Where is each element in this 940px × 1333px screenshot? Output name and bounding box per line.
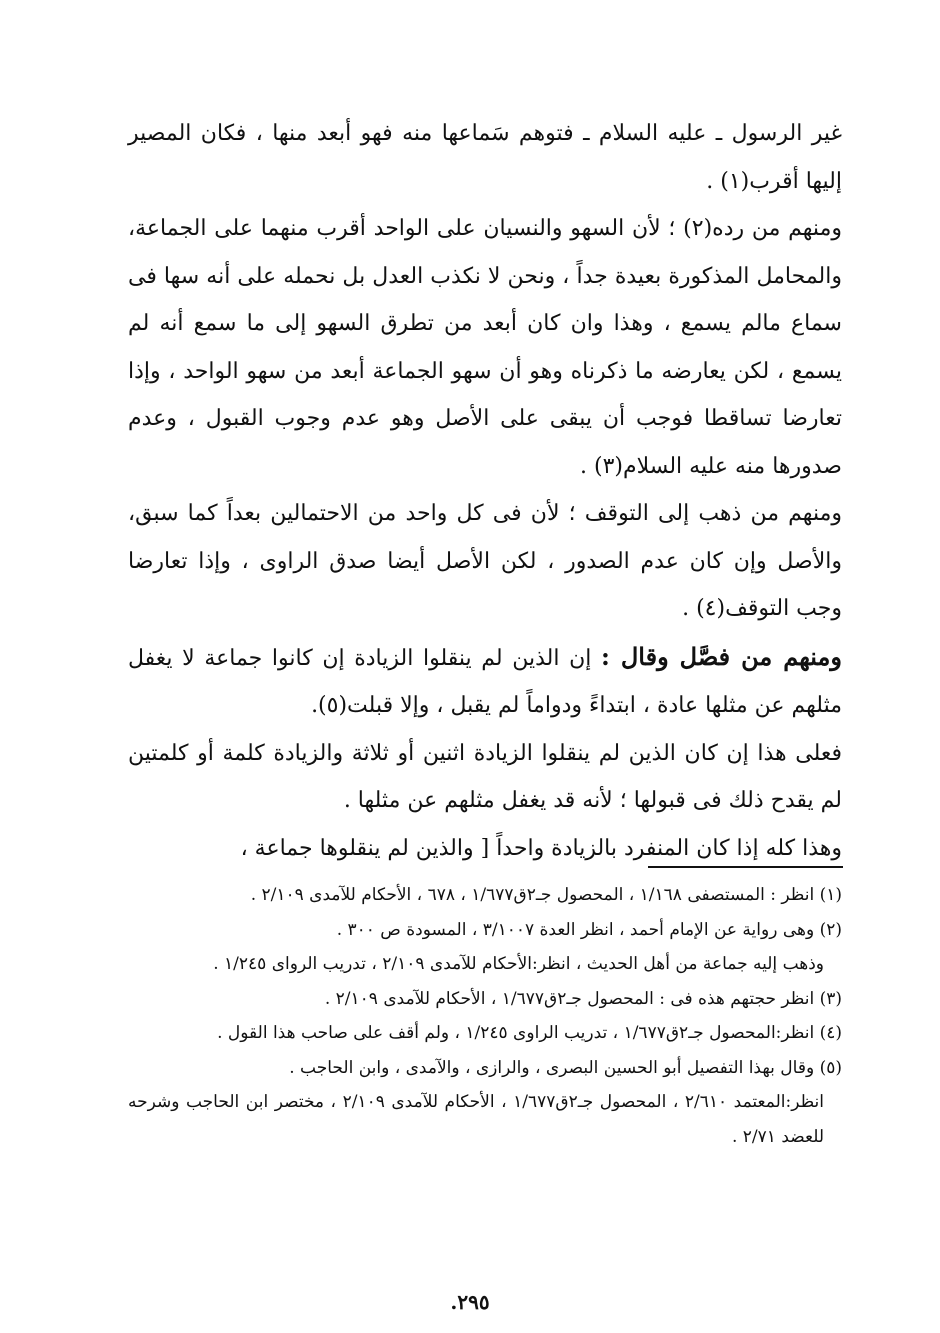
paragraph-5: فعلى هذا إن كان الذين لم ينقلوا الزيادة اثنين أو ثلاثة والزيادة كلمة أو كلمتين لم يقدح ذلك فى قبولها ؛ لأنه قد يغفل مثلهم عن مثلها . — [128, 740, 842, 813]
page-number: ٢٩٥. — [450, 1290, 490, 1314]
paragraph-2: ومنهم من رده(٢) ؛ لأن السهو والنسيان على الواحد أقرب منهما على الجماعة، والمحامل المذكورة بعيدة جداً ، ونحن لا نكذب العدل بل نحمله على أنه سها فى سماع مالم يسمع ، وهذا وان كان أبعد من تطرق السهو إلى ما سمع أنه لم يسمع ، لكن يعارضه ما ذكرناه وهو أن سهو الجماعة أبعد من سهو الواحد ، وإذا تعارضا تساقطا فوجب أن يبقى على الأصل وهو عدم وجوب القبول ، وعدم صدورها منه عليه السلام(٣) . — [128, 216, 842, 479]
footnote-1: (١) انظر : المستصفى ١/١٦٨ ، المحصول جـ٢ق١/٦٧٧ ، ٦٧٨ ، الأحكام للآمدى ٢/١٠٩ . — [250, 885, 842, 905]
footnote-3: (٣) انظر حجتهم هذه فى : المحصول جـ٢ق١/٦٧٧ ، الأحكام للآمدى ٢/١٠٩ . — [324, 988, 842, 1009]
footnote-5-continuation: انظر:المعتمد ٢/٦١٠ ، المحصول جـ٢ق١/٦٧٧ ، الأحكام للآمدى ٢/١٠٩ ، مختصر ابن الحاجب وشرحه للعضد ٢/٧١ . — [128, 1092, 824, 1147]
footnote-4: (٤) انظر:المحصول جـ٢ق١/٦٧٧ ، تدريب الراوى ١/٢٤٥ ، ولم أقف على صاحب هذا القول . — [217, 1023, 842, 1043]
paragraph-4-lead-in: ومنهم من فصَّل وقال : — [601, 641, 842, 671]
paragraph-6: وهذا كله إذا كان المنفرد بالزيادة واحداً [ والذين لم ينقلوها جماعة ، — [240, 835, 842, 861]
main-text — [128, 110, 842, 872]
footnotes — [128, 878, 842, 1154]
footnote-separator — [648, 866, 843, 868]
paragraph-3: ومنهم من ذهب إلى التوقف ؛ لأن فى كل واحد من الاحتمالين بعداً كما سبق، والأصل وإن كان عدم الصدور ، لكن الأصل أيضا صدق الراوى ، وإذا تعارضا وجب التوقف(٤) . — [128, 501, 842, 621]
footnote-2-continuation: وذهب إليه جماعة من أهل الحديث ، انظر:الأحكام للآمدى ٢/١٠٩ ، تدريب الروای ١/٢٤٥ . — [213, 954, 824, 974]
paragraph-1: غير الرسول ـ عليه السلام ـ فتوهم سَماعها منه فهو أبعد منها ، فكان المصير إليها أقرب(١) . — [128, 121, 842, 194]
footnote-2: (٢) وهى رواية عن الإمام أحمد ، انظر العدة ٣/١٠٠٧ ، المسودة ص ٣٠٠ . — [336, 919, 842, 940]
footnote-5: (٥) وقال بهذا التفصيل أبو الحسين البصرى ، والرازى ، والآمدى ، وابن الحاجب . — [289, 1057, 842, 1078]
paragraph-4-text: إن الذين لم ينقلوا الزيادة إن كانوا جماعة لا يغفل مثلهم عن مثلها عادة ، ابتداءً ودواماً لم يقبل ، وإلا قبلت(٥). — [128, 645, 842, 718]
paragraph-4 — [128, 633, 842, 730]
